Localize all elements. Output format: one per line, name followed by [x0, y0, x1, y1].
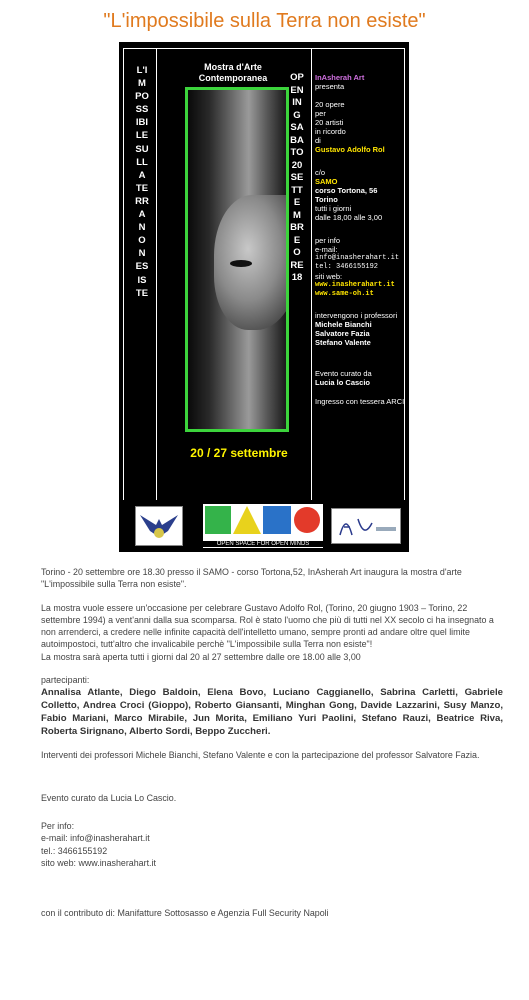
poster-mostra-heading — [179, 62, 287, 84]
poster-vertical-opening: OPENING SABATO 20 SETTEMBRE ORE 18 — [290, 72, 304, 283]
article-opening-hours: La mostra sarà aperta tutti i giorni dal 20 al 27 settembre dalle ore 18.00 alle 3,00 — [41, 651, 361, 662]
article-body — [41, 566, 503, 930]
article-credits: con il contributo di: Manifatture Sottosasso e Agenzia Full Security Napoli — [41, 908, 329, 919]
portrait-photo — [185, 87, 289, 432]
poster-web-2: www.same-oh.it — [315, 290, 374, 298]
poster-opere-4: in ricordo — [315, 127, 346, 136]
poster-city: Torino — [315, 195, 338, 204]
poster-info-label: per info — [315, 236, 341, 245]
poster-dates: 20 / 27 settembre — [190, 446, 288, 460]
poster-prof-1: Michele Bianchi — [315, 320, 372, 329]
poster-web-1: www.inasherahart.it — [315, 281, 395, 289]
poster-divider-right — [311, 48, 312, 536]
article-description-text: La mostra vuole essere un'occasione per celebrare Gustavo Adolfo Rol, (Torino, 20 giugno 1903 – Torino, 22 settembre 1994) a vent'anni dalla sua scomparsa. Rol è stato l'uomo che più di tutti nel XX secolo ci ha insegnato a non arrenderci, a credere nelle infinite capacità dell'intelletto umano, sempre pronti ad andare oltre quel limite autoimpostoci, tutt'altro che invalicabile perchè "L'impossibile sulla Terra non esiste"! — [41, 602, 494, 650]
eagle-icon — [136, 507, 182, 545]
portrait-eye — [230, 260, 252, 267]
article-intro: Torino - 20 settembre ore 18.30 presso il SAMO - corso Tortona,52, InAsherah Art inaugura la mostra d'arte "L'impossibile sulla Terra non esiste". — [41, 567, 462, 590]
contact-label: Per info: — [41, 820, 75, 831]
poster-opere-1: 20 opere — [315, 100, 345, 109]
poster-prof-2: Salvatore Fazia — [315, 329, 370, 338]
poster-info-column — [315, 73, 405, 406]
samo-logo-banner: OPEN SPACE FOR OPEN MINDS — [203, 541, 323, 547]
poster-tel: tel: 3466155192 — [315, 263, 379, 271]
poster-org: InAsherah Art — [315, 73, 365, 82]
samo-logo-icon — [203, 504, 323, 538]
poster-web-label: siti web: — [315, 272, 343, 281]
poster-divider-left — [156, 48, 157, 536]
participants-section — [41, 674, 503, 738]
poster-co: c/o — [315, 168, 326, 177]
mostra-line-2: Contemporanea — [198, 73, 268, 83]
mostra-line-1: Mostra d'Arte — [204, 62, 262, 72]
poster-address: corso Tortona, 56 — [315, 186, 378, 195]
article-description — [41, 602, 503, 663]
asherah-logo — [331, 508, 401, 544]
article-speakers: Interventi dei professori Michele Bianchi, Stefano Valente e con la partecipazione del professor Salvatore Fazia. — [41, 750, 480, 761]
poster-venue: SAMO — [315, 177, 338, 186]
poster-opere-2: per — [315, 109, 326, 118]
contact-info — [41, 820, 503, 869]
poster-email-label: e-mail: — [315, 245, 338, 254]
poster-entry: Ingresso con tessera ARCI — [315, 397, 405, 406]
poster-prof-3: Stefano Valente — [315, 338, 371, 347]
participants-list: Annalisa Atlante, Diego Baldoin, Elena Bovo, Luciano Caggianello, Sabrina Carletti, Gabriele Colletto, Andrea Croci (Gioppo), Roberto Giansanti, Minghan Gong, Davide Lazzarini, Susy Manzo, Fabio Mariani, Marco Mirabile, Jun Morita, Emiliano Yuri Paolini, Stefano Rauzi, Beatrice Riva, Roberta Sirignano, Alberto Sordi, Beppo Zuccheri. — [41, 687, 503, 738]
asherah-signature-icon — [332, 509, 400, 543]
contact-tel: tel.: 3466155192 — [41, 845, 108, 856]
participants-label: partecipanti: — [41, 675, 90, 686]
samo-logo — [203, 504, 323, 548]
poster-curator: Lucia lo Cascio — [315, 378, 371, 387]
poster-vertical-title: L'IMPOSSIBILE SULLA TERRA NON ESISTE — [135, 65, 149, 299]
poster-hours: dalle 18,00 alle 3,00 — [315, 213, 383, 222]
poster-profs-label: intervengono i professori — [315, 311, 398, 320]
contact-email[interactable]: e-mail: info@inasherahart.it — [41, 833, 150, 844]
contact-website[interactable]: sito web: www.inasherahart.it — [41, 857, 156, 868]
sponsor-logos-strip — [119, 500, 409, 552]
poster-curated-label: Evento curato da — [315, 369, 372, 378]
poster-opere-3: 20 artisti — [315, 118, 344, 127]
poster-honoree: Gustavo Adolfo Rol — [315, 145, 385, 154]
poster-presenta: presenta — [315, 82, 345, 91]
poster-opere-5: di — [315, 136, 321, 145]
article-curator: Evento curato da Lucia Lo Cascio. — [41, 792, 177, 803]
poster-email: info@inasherahart.it — [315, 254, 400, 262]
page-title: "L'impossibile sulla Terra non esiste" — [103, 10, 426, 32]
eagle-logo — [135, 506, 183, 546]
event-poster — [119, 42, 409, 552]
poster-days: tutti i giorni — [315, 204, 352, 213]
